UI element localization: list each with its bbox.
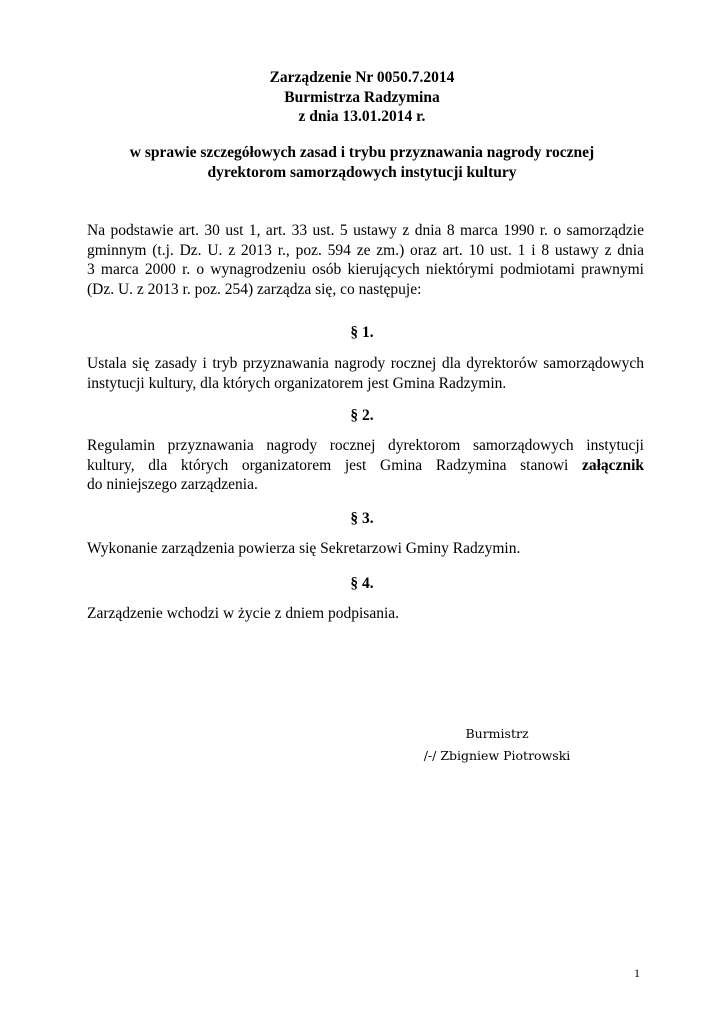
preamble: [87, 221, 644, 299]
section-heading-2: § 2.: [350, 407, 374, 424]
section-line: instytucji kultury, dla których organizatorem jest Gmina Radzymin.: [87, 374, 507, 392]
issuer: Burmistrza Radzymina: [284, 88, 440, 106]
subject-line: dyrektorom samorządowych instytucji kultury: [207, 163, 517, 181]
section-heading-1: § 1.: [350, 324, 374, 341]
signature-name: /-/ Zbigniew Piotrowski: [423, 748, 571, 763]
preamble-line: Na podstawie art. 30 ust 1, art. 33 ust. 5 ustawy z dnia 8 marca 1990 r. o samorządzie: [87, 222, 644, 239]
page-number: 1: [634, 966, 640, 980]
signature-title: Burmistrz: [465, 726, 529, 741]
section-line: do niniejszego zarządzenia.: [87, 476, 258, 493]
section-heading-3: § 3.: [350, 510, 374, 527]
attachment-reference: załącznik: [582, 456, 644, 474]
preamble-line: (Dz. U. z 2013 r. poz. 254) zarządza się, co następuje:: [87, 280, 422, 298]
section-1-text: [87, 354, 644, 393]
subject-line: w sprawie szczegółowych zasad i trybu przyznawania nagrody rocznej: [129, 144, 595, 161]
section-4-text: [87, 604, 644, 624]
issue-date: z dnia 13.01.2014 r.: [298, 108, 426, 125]
section-line: Zarządzenie wchodzi w życie z dniem podpisania.: [87, 605, 400, 622]
section-heading-4: § 4.: [350, 575, 374, 592]
signature-block: [412, 723, 582, 767]
section-line: Wykonanie zarządzenia powierza się Sekretarzowi Gminy Radzymin.: [87, 540, 521, 557]
document-header: [0, 68, 724, 127]
document-subject: [0, 143, 724, 182]
preamble-line: gminnym (t.j. Dz. U. z 2013 r., poz. 594 ze zm.) oraz art. 10 ust. 1 i 8 ustawy z dnia: [87, 241, 644, 259]
section-line: Regulamin przyznawania nagrody rocznej dyrektorom samorządowych instytucji: [87, 437, 644, 454]
section-line-part: kultury, dla których organizatorem jest Gmina Radzymina stanowi: [87, 456, 582, 474]
preamble-line: 3 marca 2000 r. o wynagrodzeniu osób kierujących niektórymi podmiotami prawnymi: [87, 261, 644, 278]
section-2-text: [87, 436, 644, 495]
section-line: [87, 456, 644, 476]
section-3-text: [87, 539, 644, 559]
ordinance-number: Zarządzenie Nr 0050.7.2014: [269, 69, 455, 86]
section-line: Ustala się zasady i tryb przyznawania nagrody rocznej dla dyrektorów samorządowych: [87, 355, 644, 372]
